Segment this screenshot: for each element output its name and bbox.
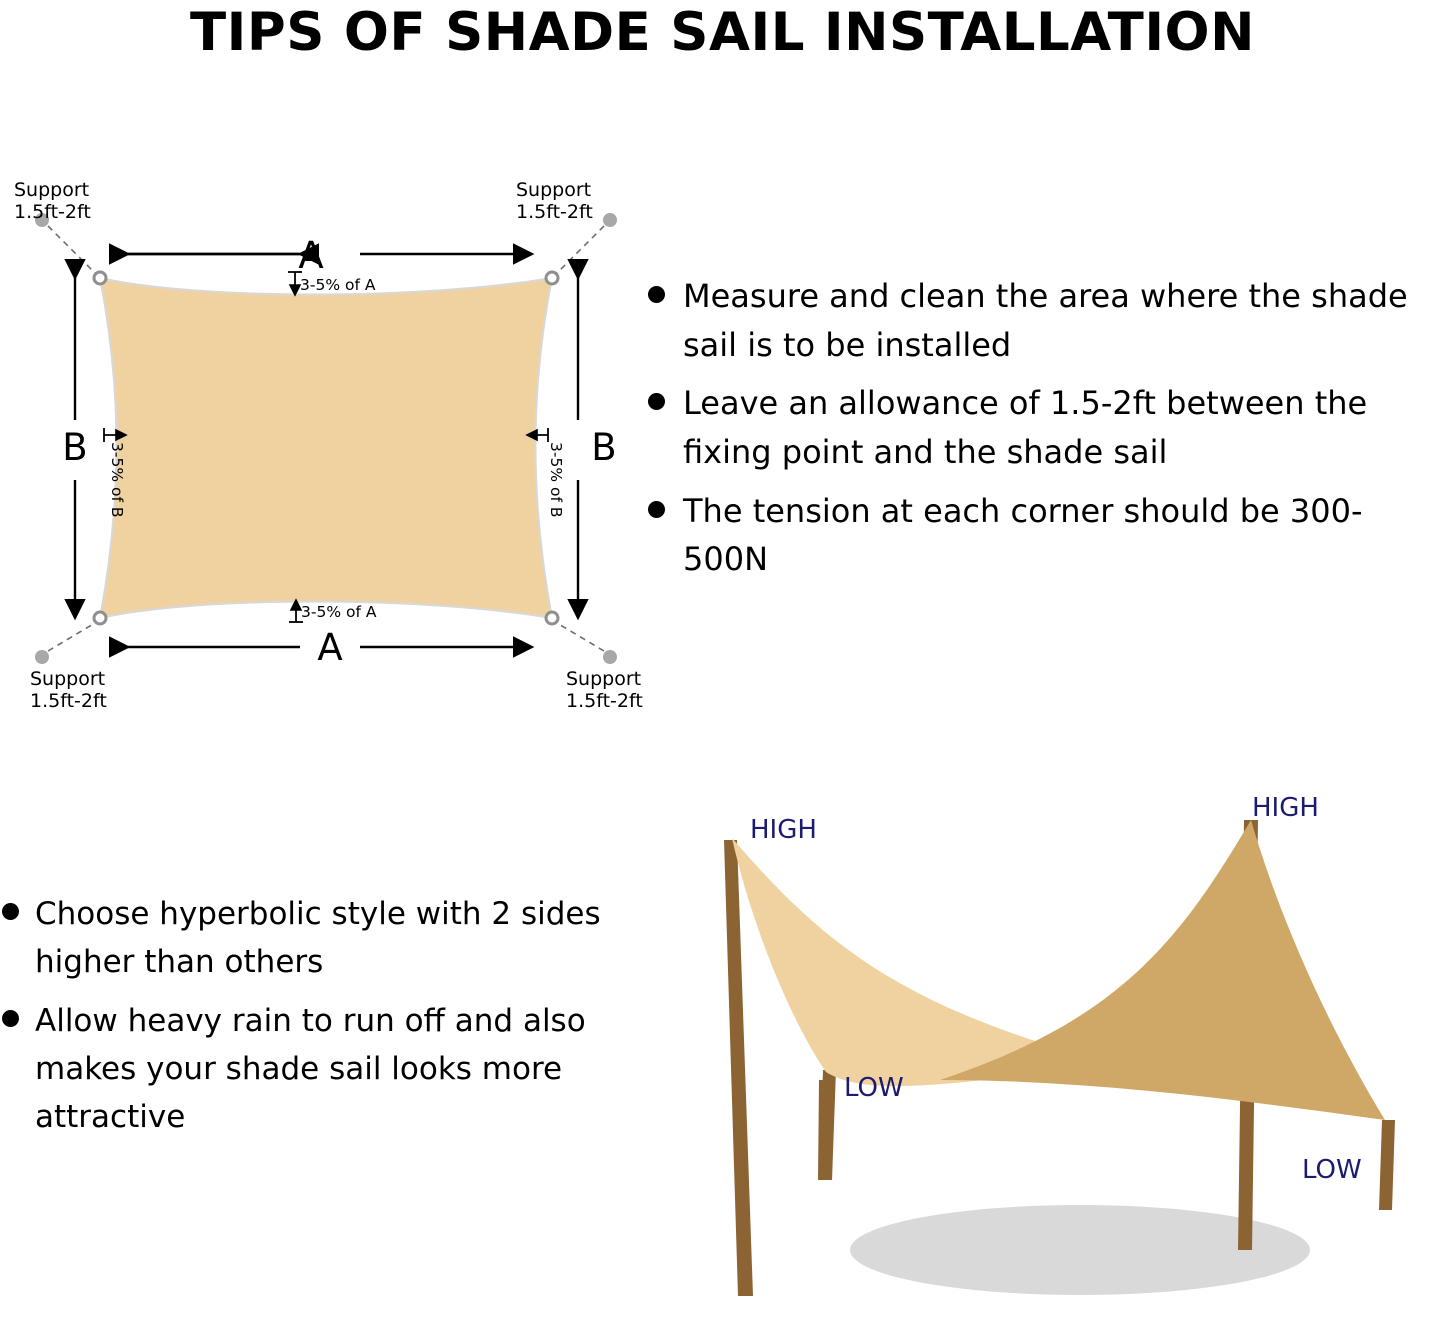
corner-ring-bottom-left [94, 612, 106, 624]
support-line-bottom-right [557, 623, 604, 651]
sail-surface-dark [940, 820, 1385, 1120]
curve-label-right: 3-5% of B [547, 442, 565, 518]
support-label-top-right-line1: Support [516, 179, 592, 201]
rect-sail-diagram [0, 160, 660, 730]
support-dot-bottom-left [35, 650, 49, 664]
tip-text: Choose hyperbolic style with 2 sides higher than others [35, 896, 601, 981]
support-dot-bottom-right [603, 650, 617, 664]
dim-label-left-b: B [62, 426, 88, 469]
label-high-right: HIGH [1252, 793, 1319, 823]
list-item [648, 272, 1445, 369]
label-low-left: LOW [844, 1073, 904, 1103]
support-label-bottom-left-line1: Support [30, 668, 106, 690]
list-item [2, 890, 632, 987]
support-line-top-left [48, 226, 95, 273]
tip-text: The tension at each corner should be 300-500N [683, 491, 1363, 579]
tip-text: Measure and clean the area where the shade sail is to be installed [683, 277, 1408, 364]
pole-low-left-lower [818, 1080, 833, 1180]
tip-text: Leave an allowance of 1.5-2ft between the fixing point and the shade sail [683, 384, 1368, 471]
sail-shape [100, 278, 552, 618]
support-label-bottom-left-line2: 1.5ft-2ft [30, 690, 107, 712]
pole-low-right [1379, 1120, 1395, 1210]
support-label-bottom-right-line2: 1.5ft-2ft [566, 690, 643, 712]
list-item [2, 997, 632, 1142]
corner-ring-top-right [546, 272, 558, 284]
label-low-right: LOW [1302, 1155, 1362, 1185]
installation-tips-list-left [2, 890, 632, 1152]
support-line-bottom-left [48, 623, 95, 651]
support-dot-top-right [603, 213, 617, 227]
bullet-dot-icon [2, 1010, 19, 1027]
hyperbolic-sail-diagram [640, 780, 1445, 1319]
support-label-top-right-line2: 1.5ft-2ft [516, 201, 593, 223]
dim-label-top-a: A [298, 234, 324, 277]
support-label-bottom-right-line1: Support [566, 668, 642, 690]
installation-tips-list-right [648, 272, 1445, 594]
tip-text: Allow heavy rain to run off and also makes your shade sail looks more attractive [35, 1002, 586, 1136]
list-item [648, 487, 1445, 584]
support-label-top-left-line1: Support [14, 179, 90, 201]
curve-label-top: 3-5% of A [300, 276, 376, 294]
bullet-dot-icon [648, 286, 665, 303]
corner-ring-top-left [94, 272, 106, 284]
bullet-dot-icon [648, 393, 665, 410]
corner-ring-bottom-right [546, 612, 558, 624]
curve-label-left: 3-5% of B [108, 442, 126, 518]
list-item [648, 379, 1445, 476]
page-title: TIPS OF SHADE SAIL INSTALLATION [190, 2, 1255, 63]
bullet-dot-icon [648, 501, 665, 518]
support-line-top-right [557, 226, 604, 273]
bullet-dot-icon [2, 903, 19, 920]
support-label-top-left-line2: 1.5ft-2ft [14, 201, 91, 223]
pole-high-left [724, 840, 753, 1296]
dim-label-bottom-a: A [317, 626, 343, 669]
curve-label-bottom: 3-5% of A [301, 603, 377, 621]
label-high-left: HIGH [750, 815, 817, 845]
dim-label-right-b: B [591, 426, 617, 469]
